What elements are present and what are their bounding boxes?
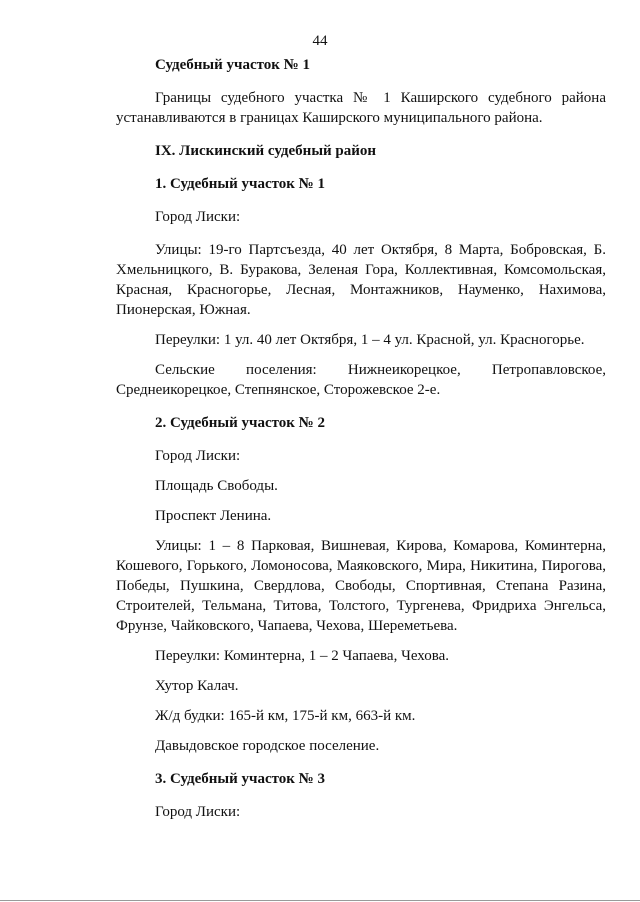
section-heading: 2. Судебный участок № 2	[155, 415, 326, 431]
section-heading: Судебный участок № 1	[155, 57, 311, 73]
paragraph: Площадь Свободы.	[155, 478, 278, 494]
paragraph: Улицы: 19-го Партсъезда, 40 лет Октября, 8 Марта, Бобровская, Б. Хмельницкого, В. Буракова, Зеленая Гора, Коллективная, Комсомольская, Красная, Красногорье, Лесная, Монтажников, Науменко, Нахимова, Пионерская, Южная.	[116, 242, 606, 318]
paragraph: Ж/д будки: 165-й км, 175-й км, 663-й км.	[155, 708, 416, 724]
paragraph: Границы судебного участка № 1 Каширского судебного района устанавливаются в границах Каширского муниципального района.	[116, 90, 606, 126]
paragraph: Давыдовское городское поселение.	[155, 738, 380, 754]
paragraph: Улицы: 1 – 8 Парковая, Вишневая, Кирова, Комарова, Коминтерна, Кошевого, Горького, Ломоносова, Маяковского, Мира, Никитина, Пирогова, Победы, Пушкина, Свердлова, Свободы, Спортивная, Степана Разина, Строителей, Тельмана, Титова, Толстого, Тургенева, Фридриха Энгельса, Фрунзе, Чайковского, Чапаева, Чехова, Шереметьева.	[116, 538, 606, 634]
paragraph: Проспект Ленина.	[155, 508, 272, 524]
document-body	[116, 55, 606, 822]
paragraph: Переулки: 1 ул. 40 лет Октября, 1 – 4 ул. Красной, ул. Красногорье.	[155, 332, 585, 348]
paragraph: Сельские поселения: Нижнеикорецкое, Петропавловское, Среднеикорецкое, Степнянское, Сторожевское 2-е.	[116, 362, 606, 398]
paragraph: Город Лиски:	[155, 448, 241, 464]
district-heading: IX. Лискинский судебный район	[155, 143, 377, 159]
paragraph: Город Лиски:	[155, 804, 241, 820]
page-bottom-edge	[0, 900, 640, 901]
paragraph: Переулки: Коминтерна, 1 – 2 Чапаева, Чехова.	[155, 648, 450, 664]
paragraph: Город Лиски:	[155, 209, 241, 225]
section-heading: 1. Судебный участок № 1	[155, 176, 326, 192]
section-heading: 3. Судебный участок № 3	[155, 771, 326, 787]
paragraph: Хутор Калач.	[155, 678, 239, 694]
page-number: 44	[312, 33, 328, 49]
